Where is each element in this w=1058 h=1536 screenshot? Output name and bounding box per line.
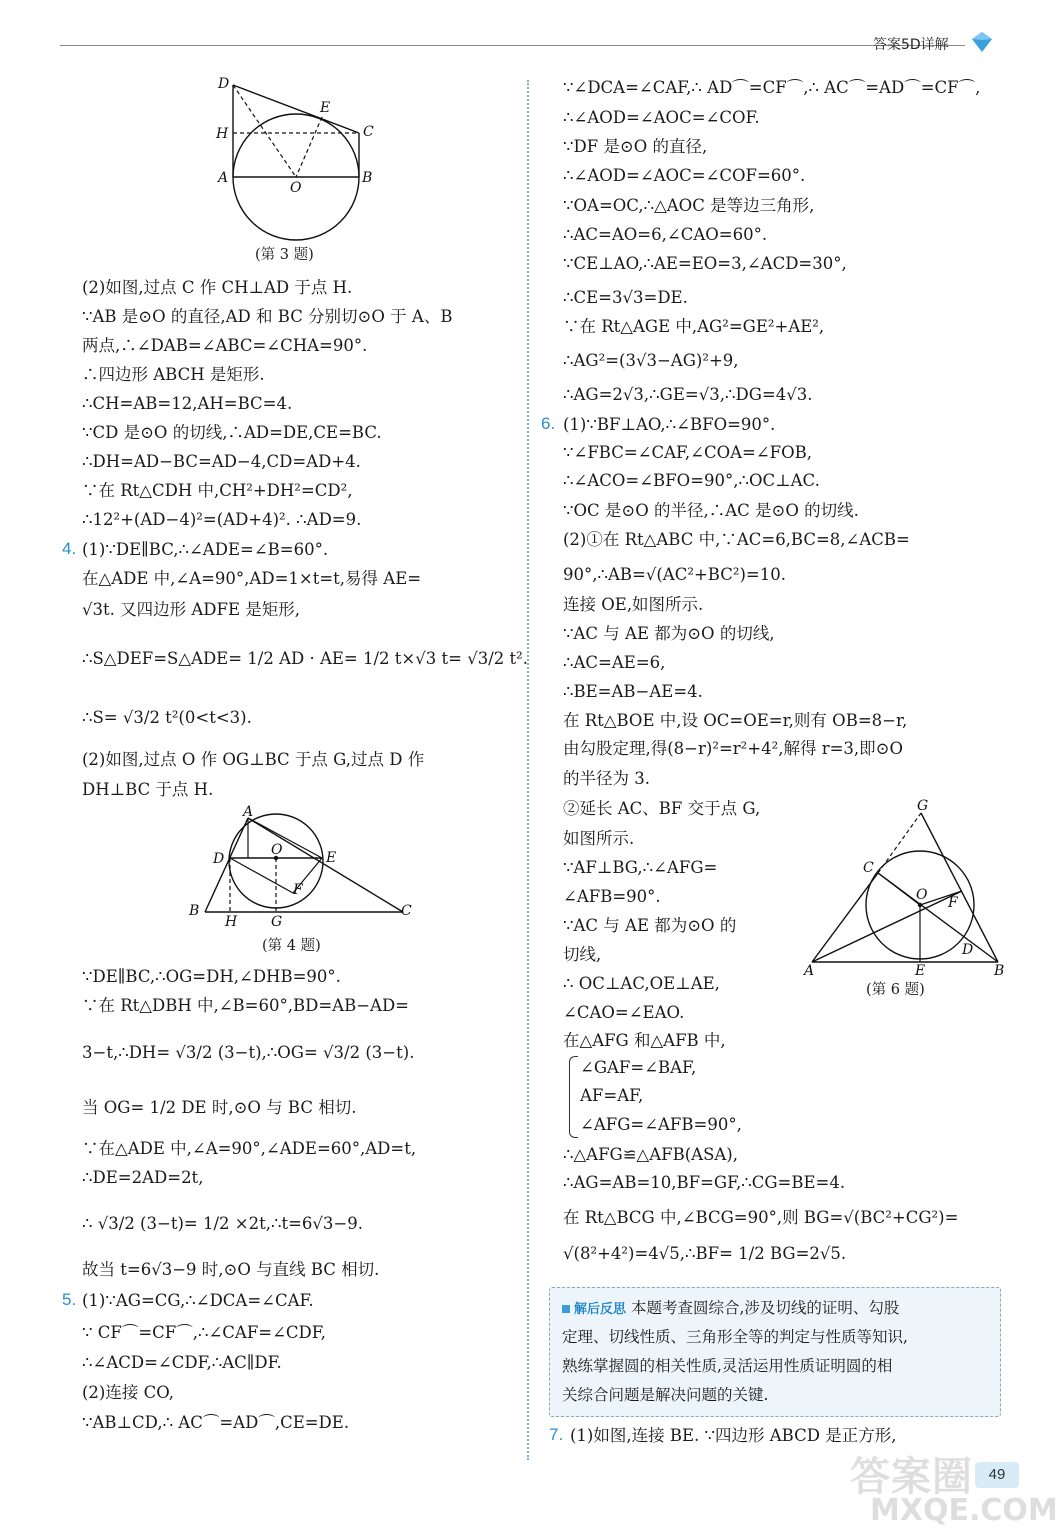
right-line-14: ∴∠ACO=∠BFO=90°,∴OC⊥AC.	[563, 471, 820, 490]
left-line-15: (2)如图,过点 O 作 OG⊥BC 于点 G,过点 D 作	[82, 750, 425, 769]
left-line-23: ∴ √3/2 (3−t)= 1/2 ×2t,∴t=6√3−9.	[82, 1214, 363, 1233]
figure-6-caption: (第 6 题)	[866, 982, 925, 998]
right-line-35: AF=AF,	[580, 1086, 644, 1105]
question-number-5: 5.	[62, 1290, 77, 1309]
right-line-23: 由勾股定理,得(8−r)²=r²+4²,解得 r=3,即⊙O	[563, 739, 904, 758]
fig4-label-C: C	[401, 903, 412, 919]
watermark-logo: 答案圈	[850, 1454, 973, 1500]
gem-icon	[970, 30, 994, 54]
left-line-26: ∵ CF⌒=CF⌒,∴∠CAF=∠CDF,	[82, 1323, 326, 1342]
left-line-14: ∴S= √3/2 t²(0<t<3).	[82, 708, 252, 727]
fig4-label-A: A	[243, 804, 254, 820]
reflection-tag: 解后反思	[574, 1302, 627, 1317]
reflection-marker-icon	[562, 1305, 570, 1313]
right-line-16: (2)①在 Rt△ABC 中,∵AC=6,BC=8,∠ACB=	[563, 530, 910, 549]
fig3-label-A: A	[218, 170, 229, 186]
right-line-31: ∴ OC⊥AC,OE⊥AE,	[563, 974, 720, 993]
left-line-19: 3−t,∴DH= √3/2 (3−t),∴OG= √3/2 (3−t).	[82, 1043, 415, 1062]
left-line-3: 两点,∴∠DAB=∠ABC=∠CHA=90°.	[82, 336, 368, 355]
right-line-5: ∵OA=OC,∴△AOC 是等边三角形,	[563, 196, 815, 215]
left-line-9: ∴12²+(AD−4)²=(AD+4)². ∴AD=9.	[82, 510, 362, 529]
left-line-12: √3t. 又四边形 ADFE 是矩形,	[82, 600, 301, 619]
fig3-label-H: H	[216, 126, 229, 142]
left-line-1: (2)如图,过点 C 作 CH⊥AD 于点 H.	[82, 278, 353, 297]
right-line-13: ∵∠FBC=∠CAF,∠COA=∠FOB,	[563, 443, 813, 462]
right-line-7: ∵CE⊥AO,∴AE=EO=3,∠ACD=30°,	[563, 254, 847, 273]
left-line-5: ∴CH=AB=12,AH=BC=4.	[82, 394, 293, 413]
left-line-7: ∴DH=AD−BC=AD−4,CD=AD+4.	[82, 452, 361, 471]
fig3-label-O: O	[290, 180, 302, 196]
right-line-29: ∵AC 与 AE 都为⊙O 的	[563, 916, 737, 935]
column-divider	[527, 80, 529, 1460]
header-rule	[60, 45, 965, 46]
left-line-20: 当 OG= 1/2 DE 时,⊙O 与 BC 相切.	[82, 1098, 357, 1117]
fig6-label-G: G	[917, 798, 929, 814]
right-line-15: ∵OC 是⊙O 的半径,∴AC 是⊙O 的切线.	[563, 501, 859, 520]
reflection-line-1	[562, 1298, 899, 1320]
right-line-2: ∴∠AOD=∠AOC=∠COF.	[563, 108, 760, 127]
left-line-27: ∴∠ACD=∠CDF,∴AC∥DF.	[82, 1353, 282, 1372]
fig4-label-F: F	[293, 882, 303, 898]
reflection-box	[549, 1287, 1001, 1417]
left-line-25: (1)∵AG=CG,∴∠DCA=∠CAF.	[82, 1291, 314, 1310]
right-line-40: √(8²+4²)=4√5,∴BF= 1/2 BG=2√5.	[563, 1244, 847, 1263]
right-line-41: (1)如图,连接 BE. ∵四边形 ABCD 是正方形,	[570, 1426, 897, 1445]
fig6-label-C: C	[863, 860, 874, 876]
figure-4-diagram	[185, 804, 425, 933]
fig3-label-E: E	[320, 100, 331, 116]
left-line-4: ∴四边形 ABCH 是矩形.	[82, 365, 265, 384]
reflection-line-2: 定理、切线性质、三角形全等的判定与性质等知识,	[562, 1328, 908, 1346]
right-line-17: 90°,∴AB=√(AC²+BC²)=10.	[563, 565, 786, 584]
right-line-26: 如图所示.	[563, 829, 635, 848]
reflection-line-4: 关综合问题是解决问题的关键.	[562, 1386, 769, 1404]
right-line-27: ∵AF⊥BG,∴∠AFG=	[563, 858, 718, 877]
right-line-34: ∠GAF=∠BAF,	[580, 1058, 697, 1077]
right-line-39: 在 Rt△BCG 中,∠BCG=90°,则 BG=√(BC²+CG²)=	[563, 1208, 959, 1227]
left-line-18: ∵在 Rt△DBH 中,∠B=60°,BD=AB−AD=	[82, 996, 410, 1015]
right-line-28: ∠AFB=90°.	[563, 887, 661, 906]
fig6-label-A: A	[804, 963, 815, 979]
reflection-text-1: 本题考查圆综合,涉及切线的证明、勾股	[630, 1299, 900, 1317]
right-line-11: ∴AG=2√3,∴GE=√3,∴DG=4√3.	[563, 385, 813, 404]
left-line-22: ∴DE=2AD=2t,	[82, 1168, 204, 1187]
right-line-6: ∴AC=AO=6,∠CAO=60°.	[563, 225, 768, 244]
right-line-25: ②延长 AC、BF 交于点 G,	[563, 799, 761, 818]
header-title: 答案5D详解	[873, 37, 949, 53]
right-line-4: ∴∠AOD=∠AOC=∠COF=60°.	[563, 166, 806, 185]
fig4-label-B: B	[189, 903, 200, 919]
right-line-20: ∴AC=AE=6,	[563, 653, 666, 672]
right-line-12: (1)∵BF⊥AO,∴∠BFO=90°.	[563, 415, 776, 434]
fig4-label-D: D	[213, 851, 225, 867]
right-line-22: 在 Rt△BOE 中,设 OC=OE=r,则有 OB=8−r,	[563, 711, 908, 730]
left-line-8: ∵在 Rt△CDH 中,CH²+DH²=CD²,	[82, 481, 353, 500]
left-line-28: (2)连接 CO,	[82, 1383, 175, 1402]
right-line-33: 在△AFG 和△AFB 中,	[563, 1031, 726, 1050]
right-line-21: ∴BE=AB−AE=4.	[563, 682, 703, 701]
right-line-19: ∵AC 与 AE 都为⊙O 的切线,	[563, 624, 775, 643]
figure-3-diagram	[210, 70, 380, 245]
right-line-3: ∵DF 是⊙O 的直径,	[563, 137, 708, 156]
fig4-label-G: G	[271, 914, 283, 930]
right-line-9: ∵在 Rt△AGE 中,AG²=GE²+AE²,	[563, 317, 825, 336]
fig3-label-D: D	[218, 76, 230, 92]
fig3-label-B: B	[362, 170, 373, 186]
figure-3-caption: (第 3 题)	[255, 247, 314, 263]
reflection-line-3: 熟练掌握圆的相关性质,灵活运用性质证明圆的相	[562, 1357, 893, 1375]
right-line-32: ∠CAO=∠EAO.	[563, 1003, 685, 1022]
figure-4-caption: (第 4 题)	[262, 938, 321, 954]
right-line-24: 的半径为 3.	[563, 769, 650, 788]
right-line-30: 切线,	[563, 945, 602, 964]
page-number: 49	[975, 1462, 1019, 1488]
right-line-18: 连接 OE,如图所示.	[563, 595, 704, 614]
left-line-11: 在△ADE 中,∠A=90°,AD=1×t=t,易得 AE=	[82, 569, 422, 588]
left-line-21: ∵在△ADE 中,∠A=90°,∠ADE=60°,AD=t,	[82, 1139, 417, 1158]
left-line-13: ∴S△DEF=S△ADE= 1/2 AD · AE= 1/2 t×√3 t= √3/2 t².	[82, 649, 529, 668]
question-number-4: 4.	[62, 539, 77, 558]
left-line-24: 故当 t=6√3−9 时,⊙O 与直线 BC 相切.	[82, 1260, 380, 1279]
right-line-10: ∴AG²=(3√3−AG)²+9,	[563, 351, 739, 370]
left-line-17: ∵DE∥BC,∴OG=DH,∠DHB=90°.	[82, 967, 341, 986]
system-brace	[569, 1056, 578, 1138]
left-line-29: ∵AB⊥CD,∴ AC⌒=AD⌒,CE=DE.	[82, 1413, 350, 1432]
right-line-8: ∴CE=3√3=DE.	[563, 288, 688, 307]
left-line-2: ∵AB 是⊙O 的直径,AD 和 BC 分别切⊙O 于 A、B	[82, 307, 453, 326]
right-line-1: ∵∠DCA=∠CAF,∴ AD⌒=CF⌒,∴ AC⌒=AD⌒=CF⌒,	[563, 78, 981, 97]
fig6-label-E: E	[915, 963, 926, 979]
left-line-10: (1)∵DE∥BC,∴∠ADE=∠B=60°.	[82, 540, 329, 559]
fig6-label-O: O	[916, 887, 928, 903]
right-line-36: ∠AFG=∠AFB=90°,	[580, 1115, 742, 1134]
fig6-label-B: B	[994, 963, 1005, 979]
question-number-7: 7.	[549, 1425, 564, 1444]
fig6-label-D: D	[962, 942, 974, 958]
fig6-label-F: F	[948, 895, 958, 911]
fig4-label-E: E	[326, 850, 337, 866]
right-line-37: ∴△AFG≌△AFB(ASA),	[563, 1145, 738, 1164]
fig4-label-H: H	[225, 914, 238, 930]
fig3-label-C: C	[363, 124, 374, 140]
left-line-6: ∵CD 是⊙O 的切线,∴AD=DE,CE=BC.	[82, 423, 382, 442]
right-line-38: ∴AG=AB=10,BF=GF,∴CG=BE=4.	[563, 1173, 846, 1192]
fig4-label-O: O	[271, 842, 283, 858]
left-line-16: DH⊥BC 于点 H.	[82, 780, 214, 799]
figure-6-diagram	[800, 795, 1035, 980]
question-number-6: 6.	[541, 414, 556, 433]
watermark-url: MXQE.COM	[870, 1493, 1058, 1528]
